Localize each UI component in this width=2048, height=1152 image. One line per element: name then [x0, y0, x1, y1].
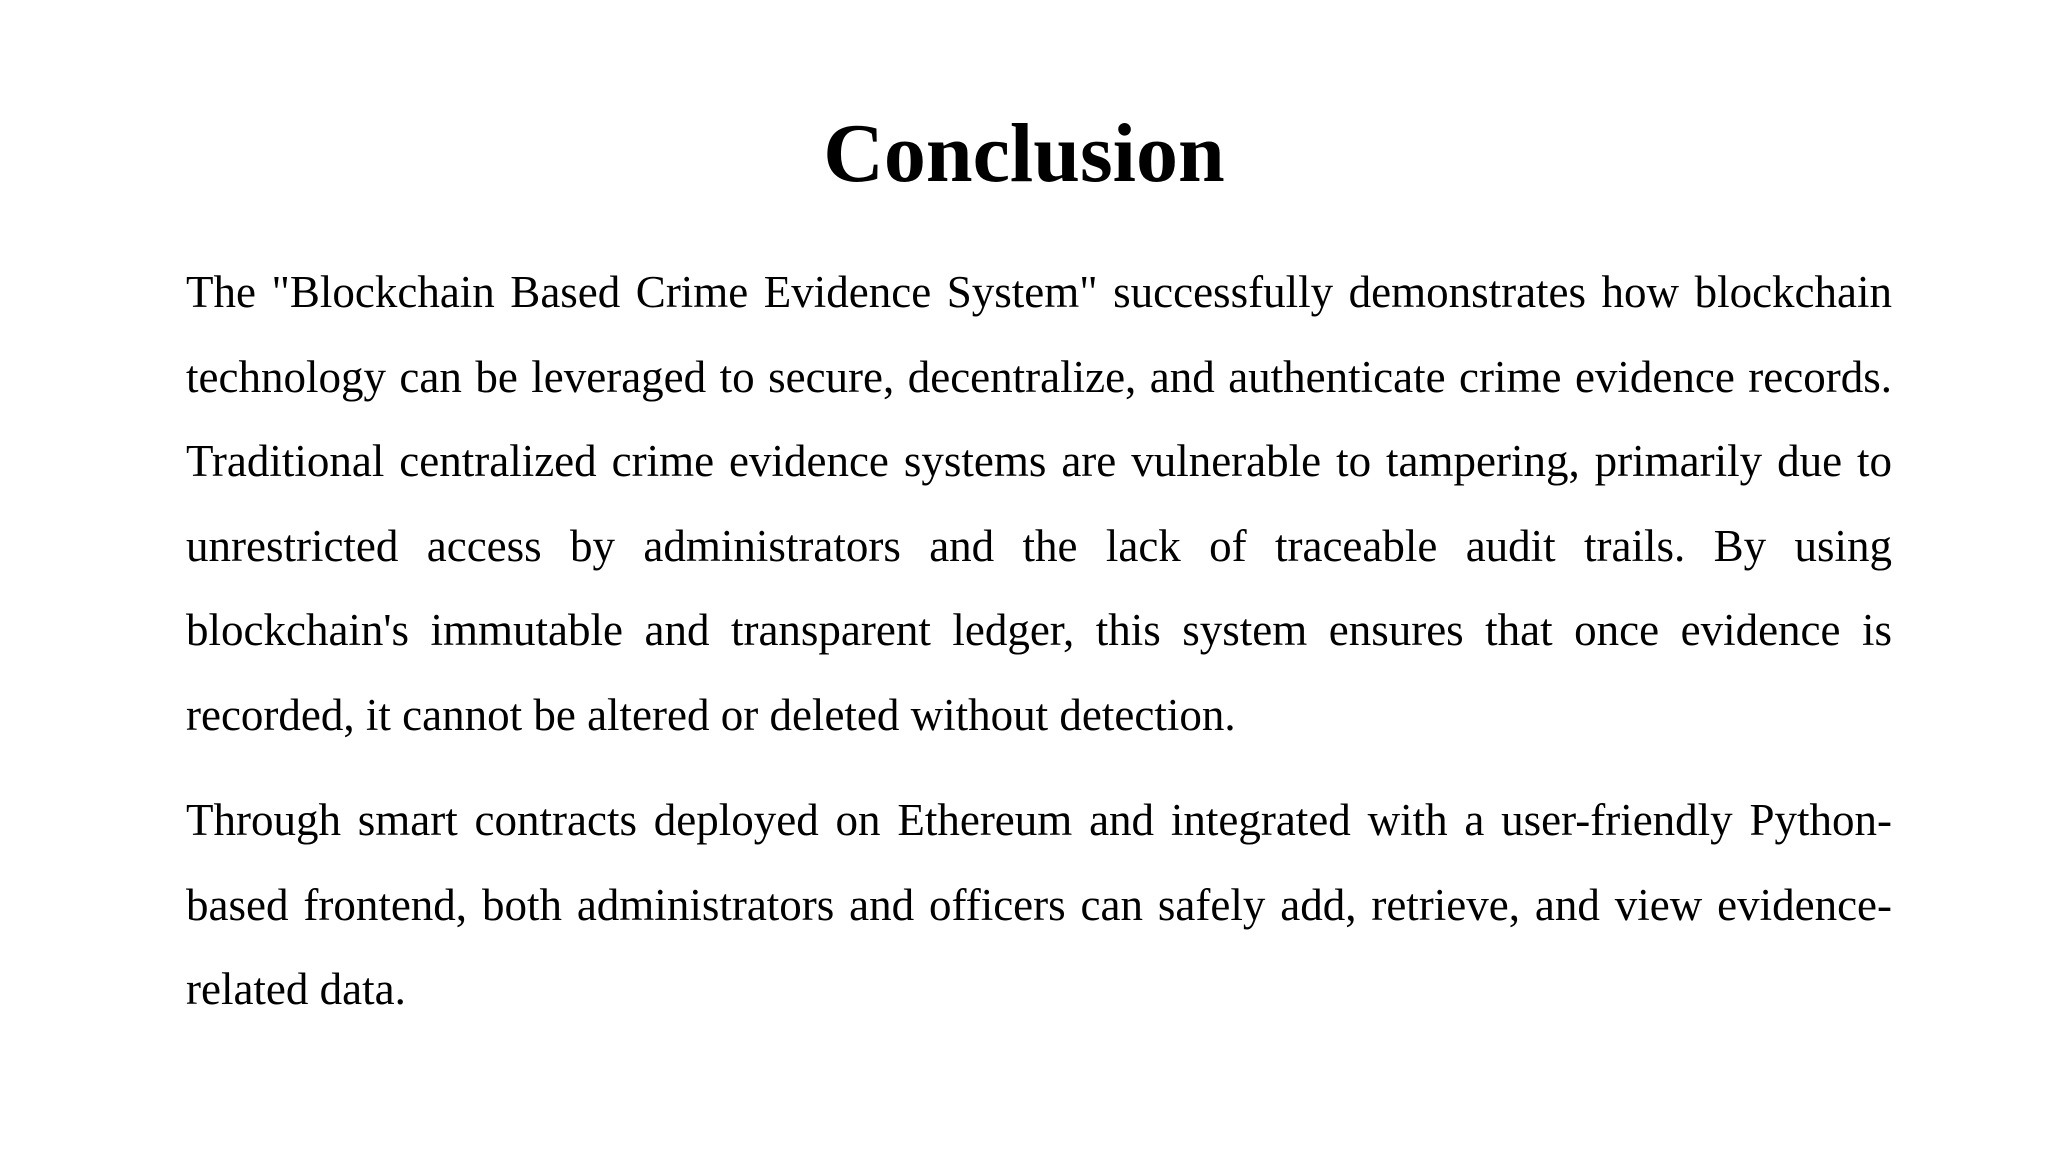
slide-body — [186, 250, 1892, 1032]
paragraph-implementation: Through smart contracts deployed on Ethereum and integrated with a user-friendly Python-based frontend, both administrators and officers can safely add, retrieve, and view evidence-related data. — [186, 795, 1892, 1014]
slide-title: Conclusion — [823, 107, 1225, 200]
paragraph-summary: The "Blockchain Based Crime Evidence System" successfully demonstrates how blockchain technology can be leveraged to secure, decentralize, and authenticate crime evidence records. Traditional centralized crime evidence systems are vulnerable to tampering, primarily due to unrestricted access by administrators and the lack of traceable audit trails. By using blockchain's immutable and transparent ledger, this system ensures that once evidence is recorded, it cannot be altered or deleted without detection. — [186, 267, 1892, 740]
